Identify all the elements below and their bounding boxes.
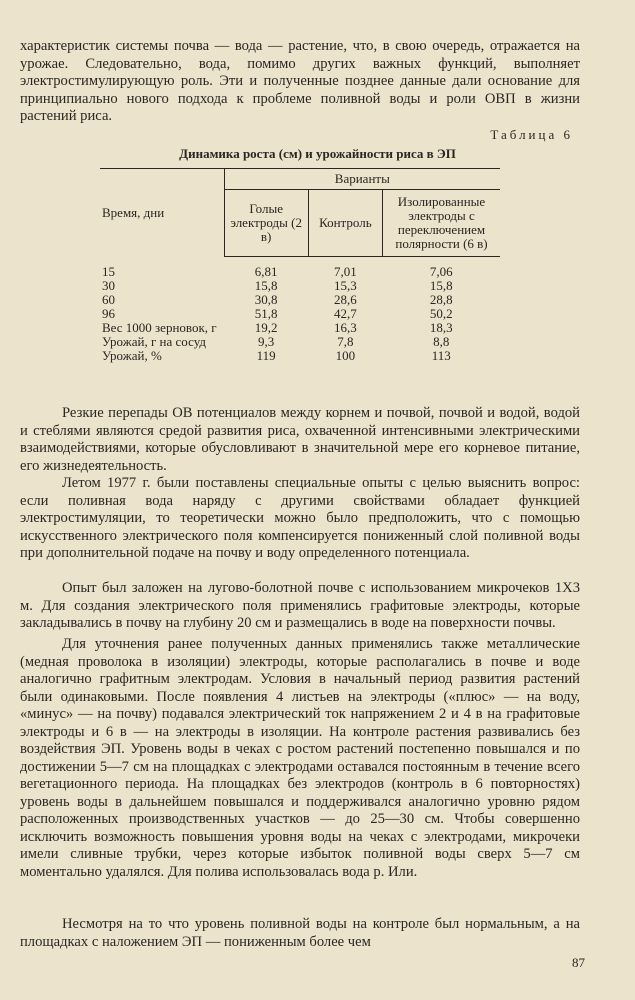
- cell-value: 16,3: [333, 320, 357, 335]
- cell-value: 7,01: [333, 264, 357, 279]
- table-row: [100, 349, 500, 363]
- column-header-insulated-electrodes: Изолированные электроды с переключением полярности (6 в): [383, 190, 501, 257]
- cell-value: 15,8: [254, 278, 278, 293]
- stub-header: Время, дни: [100, 169, 224, 257]
- cell-value: 15,3: [333, 278, 357, 293]
- cell-value: 28,8: [429, 292, 453, 307]
- row-label: 15: [102, 264, 115, 279]
- cell-value: 9,3: [258, 334, 275, 349]
- table-row: [100, 335, 500, 349]
- paragraph-potentials: Резкие перепады ОВ потенциалов между корнем и почвой, почвой и водой, водой и стеблями являются средой развития риса, охваченной интенсивными электрическими взаимодействиями, которые обусловливают в значительной мере его корневое питание, его жизнедеятельность.: [20, 405, 580, 474]
- paragraph-intro: характеристик системы почва — вода — растение, что, в свою очередь, отражается на урожае. Следовательно, вода, помимо других важных функций, выполняет электростимулирующую роль. Эти и полученные позднее данные дали основание для принципиально нового подхода к проблеме поливной воды и роли ОВП в жизни растений риса.: [20, 38, 580, 124]
- table-row: [100, 307, 500, 321]
- row-label: Урожай, г на сосуд: [102, 334, 206, 349]
- cell-value: 113: [431, 348, 451, 363]
- cell-value: 51,8: [254, 306, 278, 321]
- paragraph-water-level: Несмотря на то что уровень поливной воды на контроле был нормальным, а на площадках с наложением ЭП — пониженным более чем: [20, 916, 580, 950]
- cell-value: 8,8: [433, 334, 450, 349]
- row-label: Вес 1000 зерновок, г: [102, 320, 217, 335]
- table-row: [100, 293, 500, 307]
- variants-header: Варианты: [224, 169, 500, 190]
- paragraph-electrodes-conditions: Для уточнения ранее полученных данных применялись также металлические (медная проволока в изоляции) электроды, которые располагались в почве и воде аналогично графитным электродам. Условия в начальный период развития растений были одинаковыми. После появления 4 листьев на электроды («плюс» — на воду, «минус» — на почву) подавался электрический ток напряжением 2 и 4 в на графитовые электроды и 6 в — на электроды в изоляции. На контроле растения развивались без воздействия ЭП. Уровень воды в чеках с ростом растений постепенно повышался и по достижении 5—7 см на площадках с электродами оставался постоянным в течение всего вегетационного периода. На площадках без электродов (контроль в 6 повторностях) уровень воды в дальнейшем повышался и поддерживался аналогично уровню рядом расположенных производственных участков — до 25—30 см. Чтобы совершенно исключить возможность повышения уровня воды на чеках с электродами, микрочеки имели сливные трубки, через которые избыток поливной воды сверх 5—7 см моментально удалялся. Для полива использовалась вода р. Или.: [20, 636, 580, 880]
- table-row: [100, 265, 500, 279]
- cell-value: 7,8: [337, 334, 354, 349]
- cell-value: 42,7: [333, 306, 357, 321]
- cell-value: 19,2: [254, 320, 278, 335]
- cell-value: 6,81: [254, 264, 278, 279]
- cell-value: 7,06: [429, 264, 453, 279]
- row-label: 60: [102, 292, 115, 307]
- table-row: [100, 321, 500, 335]
- row-label: 30: [102, 278, 115, 293]
- row-label: 96: [102, 306, 115, 321]
- row-label: Урожай, %: [102, 348, 162, 363]
- table-title: Динамика роста (см) и урожайности риса в ЭП: [179, 146, 456, 161]
- growth-yield-table: [100, 168, 500, 363]
- paragraph-experiments-1977: Летом 1977 г. были поставлены специальные опыты с целью выяснить вопрос: если поливная вода наряду с другими свойствами обладает функцией электростимуляции, то теоретически можно было предположить, что с помощью искусственного электрического поля компенсируется пониженный слой поливной воды при дополнительной подаче на почву и воду определенного потенциала.: [20, 475, 580, 561]
- cell-value: 28,6: [333, 292, 357, 307]
- table-label: Таблица 6: [490, 127, 573, 142]
- cell-value: 18,3: [429, 320, 453, 335]
- cell-value: 100: [335, 348, 356, 363]
- cell-value: 119: [256, 348, 276, 363]
- cell-value: 50,2: [429, 306, 453, 321]
- table-row: [100, 279, 500, 293]
- column-header-bare-electrodes: Голые электроды (2 в): [224, 190, 308, 257]
- column-header-control: Контроль: [308, 190, 382, 257]
- cell-value: 30,8: [254, 292, 278, 307]
- paragraph-experiment-setup: Опыт был заложен на лугово-болотной почве с использованием микрочеков 1Х3 м. Для создания электрического поля применялись графитовые электроды, которые закладывались в почву на глубину 20 см и размещались в воде на поверхности почвы.: [20, 580, 580, 631]
- page-number: 87: [572, 955, 585, 970]
- cell-value: 15,8: [429, 278, 453, 293]
